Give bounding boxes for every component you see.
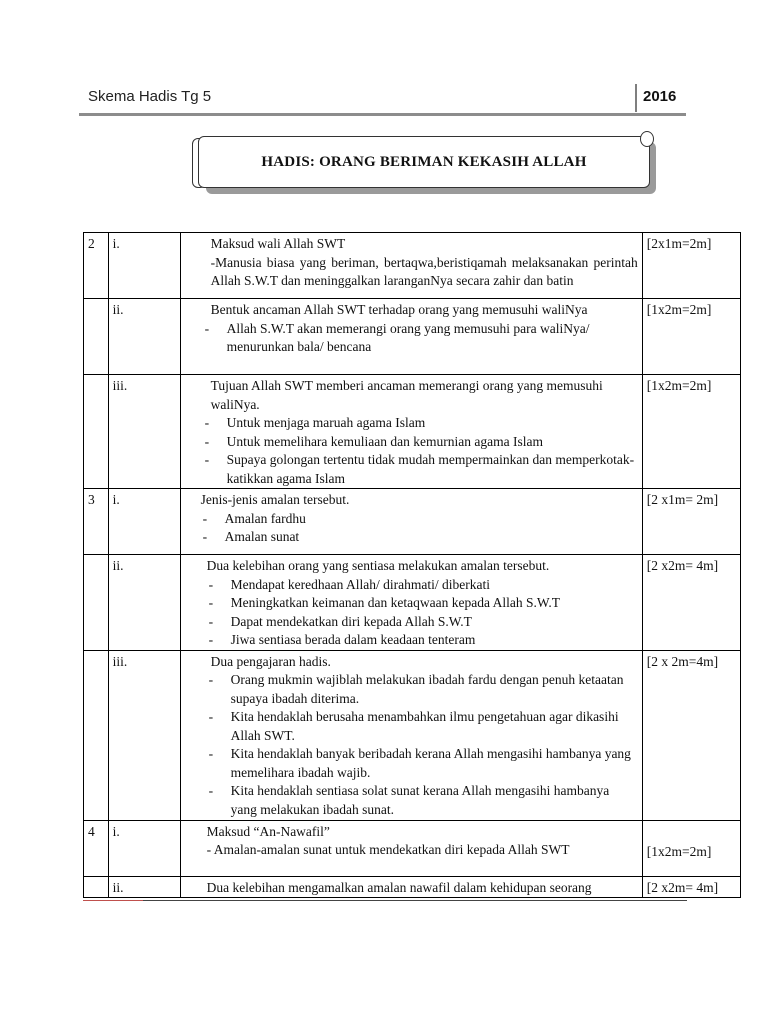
question-heading: Tujuan Allah SWT memberi ancaman memerangi orang yang memusuhi waliNya. xyxy=(210,378,603,412)
question-heading: Jenis-jenis amalan tersebut. xyxy=(200,492,350,507)
answer-point: - Dapat mendekatkan diri kepada Allah S.W.T xyxy=(207,613,638,632)
question-heading: Maksud wali Allah SWT xyxy=(210,236,346,251)
question-number xyxy=(84,375,109,489)
header-rule xyxy=(79,113,686,116)
answer-point: - Jiwa sentiasa berada dalam keadaan tenteram xyxy=(207,631,638,650)
document-header-year: 2016 xyxy=(643,88,677,105)
mark-allocation: [1x2m=2m] xyxy=(642,375,740,489)
answer-point: - Untuk memelihara kemuliaan dan kemurnian agama Islam xyxy=(203,433,638,452)
answer-point: - Amalan fardhu xyxy=(201,510,638,529)
sub-question: i. xyxy=(108,489,180,555)
answer-content xyxy=(180,555,642,651)
answer-content xyxy=(180,489,642,555)
answer-point: - Allah S.W.T akan memerangi orang yang memusuhi para waliNya/ menurunkan bala/ bencana xyxy=(203,320,638,357)
answer-point: - Orang mukmin wajiblah melakukan ibadah fardu dengan penuh ketaatan supaya ibadah diterima. xyxy=(207,671,638,708)
answer-point: - Mendapat keredhaan Allah/ dirahmati/ diberkati xyxy=(207,576,638,595)
table-row xyxy=(84,233,741,299)
mark-allocation: [2x1m=2m] xyxy=(642,233,740,299)
mark-allocation: [1x2m=2m] xyxy=(642,299,740,375)
question-heading: Dua kelebihan mengamalkan amalan nawafil dalam kehidupan seorang xyxy=(206,879,592,895)
header-divider xyxy=(635,84,637,112)
question-heading: Maksud “An-Nawafil” xyxy=(206,823,330,839)
footer-accent xyxy=(83,900,143,901)
question-heading: Dua kelebihan orang yang sentiasa melakukan amalan tersebut. xyxy=(206,558,550,573)
question-number: 3 xyxy=(84,489,109,555)
table-row xyxy=(84,489,741,555)
table-row xyxy=(84,650,741,820)
table-row xyxy=(84,876,741,898)
sub-question: ii. xyxy=(108,555,180,651)
answer-point: - Supaya golongan tertentu tidak mudah mempermainkan dan memperkotak-katikkan agama Islam xyxy=(203,451,638,488)
question-number xyxy=(84,555,109,651)
mark-allocation: [2 x1m= 2m] xyxy=(642,489,740,555)
answer-point: - Untuk menjaga maruah agama Islam xyxy=(203,414,638,433)
question-number xyxy=(84,299,109,375)
answer-point: - Amalan sunat xyxy=(201,528,638,547)
question-heading: Bentuk ancaman Allah SWT terhadap orang yang memusuhi waliNya xyxy=(210,302,588,317)
mark-allocation: [2 x2m= 4m] xyxy=(642,876,740,898)
mark-allocation: [1x2m=2m] xyxy=(642,820,740,876)
sub-question: i. xyxy=(108,233,180,299)
scroll-curl-right xyxy=(640,131,654,147)
question-heading: Dua pengajaran hadis. xyxy=(210,653,331,669)
mark-allocation: [2 x2m= 4m] xyxy=(642,555,740,651)
answer-text: - Amalan-amalan sunat untuk mendekatkan diri kepada Allah SWT xyxy=(206,842,570,857)
question-number: 4 xyxy=(84,820,109,876)
sub-question: ii. xyxy=(108,876,180,898)
sub-question: ii. xyxy=(108,299,180,375)
answer-content xyxy=(180,299,642,375)
question-number xyxy=(84,876,109,898)
answer-point: - Kita hendaklah berusaha menambahkan ilmu pengetahuan agar dikasihi Allah SWT. xyxy=(207,708,638,745)
mark-allocation: [2 x 2m=4m] xyxy=(642,650,740,820)
question-number: 2 xyxy=(84,233,109,299)
answer-content xyxy=(180,375,642,489)
answer-point: - Kita hendaklah banyak beribadah kerana Allah mengasihi hambanya yang memelihara ibadah wajib. xyxy=(207,745,638,782)
document-header-title: Skema Hadis Tg 5 xyxy=(88,88,212,105)
table-row xyxy=(84,820,741,876)
sub-question: iii. xyxy=(108,650,180,820)
answer-point: - Kita hendaklah sentiasa solat sunat kerana Allah mengasihi hambanya yang melakukan ibadah sunat. xyxy=(207,782,638,819)
footer-rule xyxy=(83,900,687,901)
question-number xyxy=(84,650,109,820)
table-row xyxy=(84,555,741,651)
answer-scheme-table xyxy=(83,232,741,898)
answer-text: -Manusia biasa yang beriman, bertaqwa,beristiqamah melaksanakan perintah Allah S.W.T dan meninggalkan laranganNya secara zahir dan batin xyxy=(210,254,638,288)
answer-content xyxy=(180,876,642,898)
title-banner xyxy=(198,136,650,188)
answer-point: - Meningkatkan keimanan dan ketaqwaan kepada Allah S.W.T xyxy=(207,594,638,613)
answer-content xyxy=(180,233,642,299)
answer-content xyxy=(180,820,642,876)
table-row xyxy=(84,375,741,489)
table-row xyxy=(84,299,741,375)
sub-question: i. xyxy=(108,820,180,876)
banner-title: HADIS: ORANG BERIMAN KEKASIH ALLAH xyxy=(261,153,587,170)
sub-question: iii. xyxy=(108,375,180,489)
answer-content xyxy=(180,650,642,820)
